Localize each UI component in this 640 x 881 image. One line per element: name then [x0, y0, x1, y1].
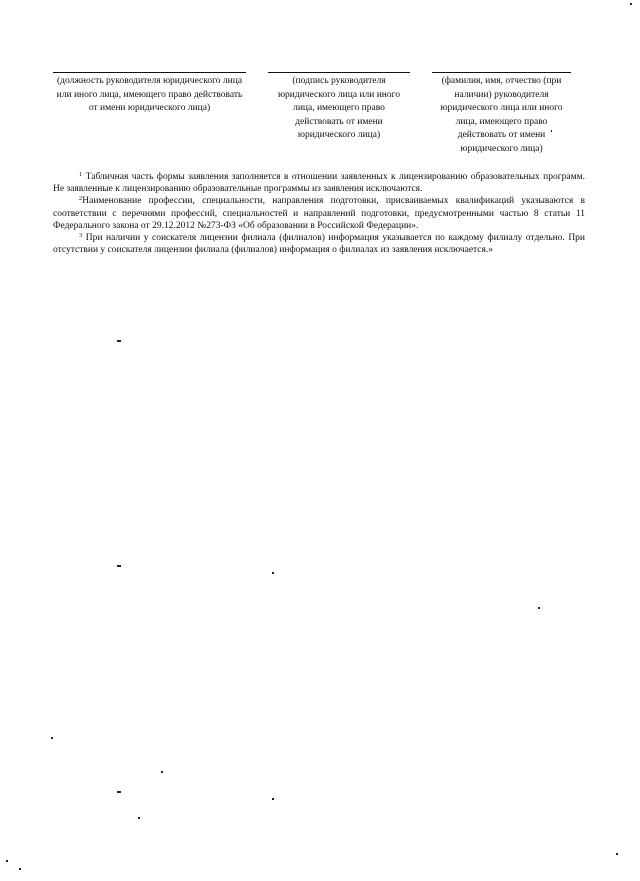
footnote-1 — [53, 171, 585, 195]
scan-speck — [6, 860, 8, 862]
scan-speck — [161, 771, 163, 773]
scan-speck — [538, 607, 540, 609]
scan-speck — [117, 565, 121, 567]
full-name-caption: (фамилия, имя, отчество (при наличии) руководителя юридического лица или иного лица, имеющего право действовать от имени юридического лица) — [440, 76, 563, 154]
scan-speck — [272, 572, 274, 574]
signature-column-full-name — [432, 72, 571, 156]
scan-speck — [551, 130, 552, 132]
footnote-text: Табличная часть формы заявления заполняется в отношении заявленных к лицензированию образовательных программ. Не заявленные к лицензированию образовательные программы из заявления исключаются. — [53, 172, 586, 195]
scan-speck — [616, 853, 618, 855]
scan-speck — [117, 340, 121, 342]
scan-speck — [138, 817, 140, 819]
scan-speck — [51, 737, 53, 739]
signature-column-signature — [268, 72, 410, 143]
scan-speck — [19, 868, 21, 870]
footnote-mark: 2 — [79, 195, 83, 203]
signature-column-position — [53, 72, 246, 116]
footnotes — [53, 171, 585, 256]
footnote-text: Наименование профессии, специальности, направления подготовки, присваиваемых квалификаций указываются в соответствии с перечнями профессий, специальностей и направлений подготовки, предусмотренными частью 8 статьи 11 Федерального закона от 29.12.2012 №273-ФЗ «Об образовании в Российской Федерации». — [53, 196, 585, 231]
scan-speck — [117, 791, 121, 793]
footnote-mark: 3 — [79, 232, 83, 240]
scan-speck — [272, 798, 274, 800]
footnote-text: При наличии у соискателя лицензии филиала (филиалов) информация указывается по каждому филиалу отдельно. При отсутствии у соискателя лицензии филиала (филиалов) информация о филиалах из заявления исключается.» — [53, 233, 586, 256]
position-caption: (должность руководителя юридического лица или иного лица, имеющего право действовать от имени юридического лица) — [56, 76, 243, 113]
scan-speck — [630, 3, 632, 5]
footnote-mark: 1 — [79, 171, 83, 178]
footnote-2 — [53, 195, 585, 232]
footnote-3 — [53, 232, 585, 256]
signature-caption: (подпись руководителя юридического лица или иного лица, имеющего право действовать от имени юридического лица) — [277, 76, 401, 140]
